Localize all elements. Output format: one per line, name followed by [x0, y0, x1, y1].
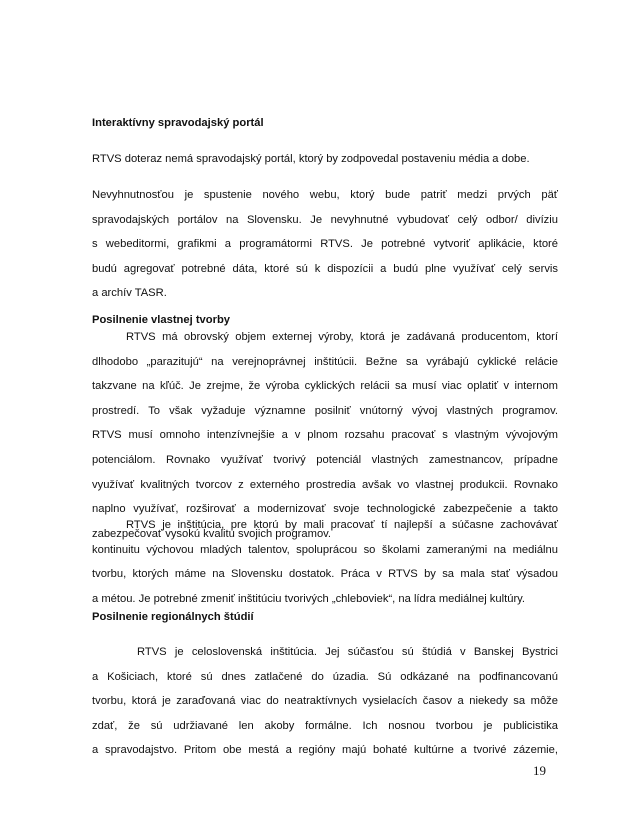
text-line: a métou. Je potrebné zmeniť inštitúciu tvorivých „chleboviek“, na lídra mediálnej kultúry. [92, 592, 526, 605]
text-line: RTVS je inštitúcia, pre ktorú by mali pracovať tí najlepší a súčasne zachovávať [126, 519, 558, 531]
text-line: tvorbu, ktorá je zaraďovaná viac do neatraktívnych vysielacích časov a niekedy sa môže [92, 695, 558, 708]
text-line: zdať, že sú udržiavané len akoby formálne. Ich nosnou tvorbou je publicistika [92, 719, 558, 732]
page-number: 19 [533, 763, 546, 778]
text-line: Nevyhnutnosťou je spustenie nového webu, ktorý bude patriť medzi prvých päť [92, 189, 558, 201]
paragraph-portal-intro [92, 147, 558, 172]
text-line: s webeditormi, grafikmi a programátormi RTVS. Je potrebné vytvoriť aplikácie, ktoré [92, 238, 558, 251]
paragraph-portal-details [92, 183, 558, 306]
document-page [92, 0, 558, 826]
text-line: spravodajských portálov na Slovensku. Je nevyhnutné vybudovať celý odbor/ divíziu [92, 213, 558, 226]
text-line: RTVS musí omnoho intenzívnejšie a v plnom rozsahu pracovať s vlastným vývojovým [92, 429, 558, 442]
text-line: naplno využívať, rozširovať a modernizovať svoje technologické zabezpečenie a takto [92, 503, 558, 516]
paragraph-regional-studios [92, 640, 558, 763]
text-line: prostredí. To však vyžaduje významne posilniť vnútorný vývoj vlastných programov. [92, 404, 558, 417]
text-line: využívať kvalitných tvorcov z externého prostredia avšak vo vlastnej produkcii. Rovnako [92, 478, 558, 491]
text-line: potenciálom. Rovnako využívať tvorivý potenciál vlastných zamestnancov, prípadne [92, 453, 558, 466]
paragraph-own-production-2 [92, 513, 558, 611]
text-line: budú agregovať potrebné dáta, ktoré sú k dispozícii a budú plne využívať celý servis [92, 262, 558, 275]
text-line: takzvane na kľúč. Je zrejme, že výroba cyklických relácii sa musí viac oplatiť v internom [92, 380, 558, 393]
text-line: a Košiciach, ktoré sú dnes zatlačené do úzadia. Sú odkázané na podfinancovanú [92, 670, 558, 683]
text-line: kontinuitu výchovou mladých talentov, spoluprácou so školami zameranými na mediálnu [92, 543, 558, 556]
section-heading-regional-studios: Posilnenie regionálnych štúdií [92, 611, 254, 623]
text-line: a archív TASR. [92, 287, 167, 300]
section-heading-own-production: Posilnenie vlastnej tvorby [92, 314, 231, 326]
text-line: RTVS doteraz nemá spravodajský portál, ktorý by zodpovedal postaveniu média a dobe. [92, 153, 530, 165]
text-line: a spravodajstvo. Pritom obe mestá a regióny majú bohaté kultúrne a tvorivé zázemie, [92, 744, 558, 757]
text-line: RTVS má obrovský objem externej výroby, ktorá je zadávaná producentom, ktorí [126, 331, 558, 343]
section-heading-portal: Interaktívny spravodajský portál [92, 117, 264, 129]
text-line: RTVS je celoslovenská inštitúcia. Jej súčasťou sú štúdiá v Banskej Bystrici [137, 646, 558, 658]
text-line: dlhodobo „parazitujú“ na verejnoprávnej inštitúcii. Bežne sa vyrábajú cyklické relácie [92, 355, 558, 368]
text-line: zabezpečovať vysokú kvalitu svojich programov. [92, 527, 332, 540]
text-line: tvorbu, ktorých máme na Slovensku dostatok. Práca v RTVS by sa mala stať výsadou [92, 568, 558, 581]
